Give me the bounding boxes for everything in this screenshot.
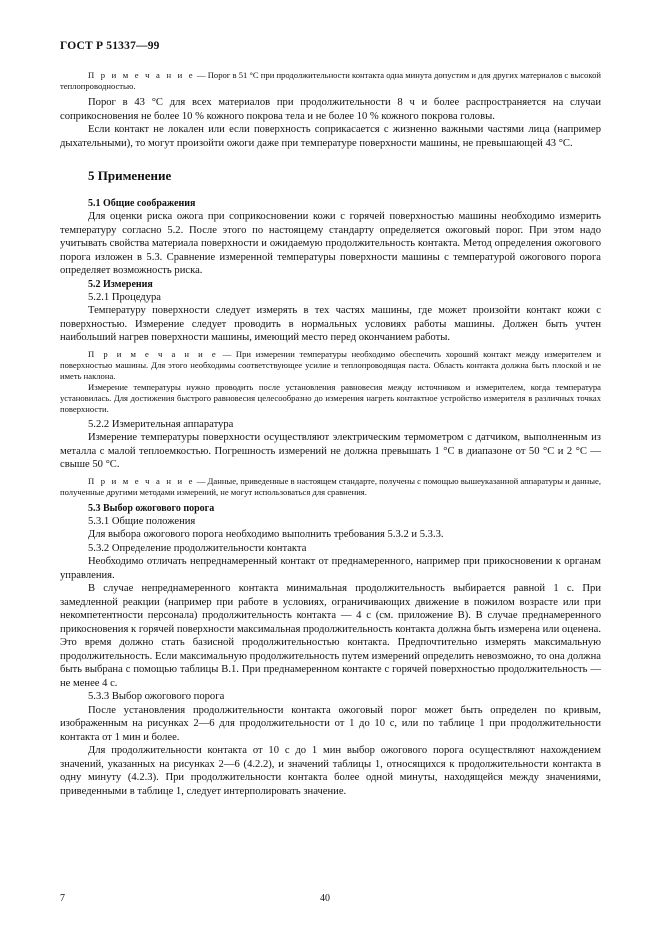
note-label: П р и м е ч а н и е [88,70,195,80]
subsection-5-3-2-title: 5.3.2 Определение продолжительности контакта [88,542,307,554]
subsection-5-2-2-text: Измерение температуры поверхности осуществляют электрическим термометром с датчиком, выполненным из металла с малой теплоемкостью. Погрешность измерений не должна превышать 1 °С в диапазоне от 50 °С и 2 °С — свыше 50 °С. [60,432,601,470]
subsection-5-3-3-text-1: После установления продолжительности контакта ожоговый порог может быть определен по кривым, изображенным на рисунках 2—6 для продолжительности от 1 до 10 с, или по таблице 1 при продолжительности контакта от 1 мин и более. [60,704,601,743]
note-1 [60,70,601,92]
section-5-title: 5 Применение [88,168,172,183]
note-label: П р и м е ч а н и е [88,475,195,486]
subsection-5-3-3-title: 5.3.3 Выбор ожогового порога [88,691,225,702]
document-header: ГОСТ Р 51337—99 [60,40,160,52]
paragraph-threshold-43: Порог в 43 °С для всех материалов при продолжительности 8 ч и более распространяется на случаи соприкосновения не более 10 % кожного покрова тела и не более 10 % кожного покрова головы. [60,97,601,122]
subsection-5-3-1-title: 5.3.1 Общие положения [88,515,196,527]
subsection-5-3-1-text: Для выбора ожогового порога необходимо выполнить требования 5.3.2 и 5.3.3. [88,529,444,540]
subsection-5-2-title: 5.2 Измерения [88,278,153,290]
subsection-5-3-2-text-1: Необходимо отличать непреднамеренный контакт от преднамеренного, например при прикосновении к органам управления. [60,556,601,581]
note-2 [60,349,601,382]
subsection-5-3-title: 5.3 Выбор ожогового порога [88,502,215,514]
paragraph-vital-parts: Если контакт не локален или если поверхность соприкасается с жизненно важными частями лица (например дыхательными), то могут произойти ожоги даже при температуре поверхности машины, не превышающей 43 °С. [60,124,601,149]
footer-left-number: 7 [60,893,65,904]
document-body [60,70,601,798]
note-text: — Порог в 51 °С при продолжительности контакта одна минута допустим и для других материалов с высокой теплопроводностью. [60,70,601,91]
subsection-5-1-title: 5.1 Общие соображения [88,198,196,209]
note-label: П р и м е ч а н и е [88,348,218,359]
note-text: — Данные, приведенные в настоящем стандарте, получены с помощью вышеуказанной аппаратуры и данные, полученные другими методами измерений, не могут использоваться для сравнения. [60,475,602,497]
note-2-continuation: Измерение температуры нужно проводить после установления равновесия между источником и измерителем, когда температура установилась. Для достижения быстрого равновесия целесообразно до измерения нагреть контактное устройство измерителя в различных точках поверхности. [60,381,601,414]
note-3 [60,476,601,498]
page-number: 40 [320,893,330,904]
subsection-5-3-3-text-2: Для продолжительности контакта от 10 с до 1 мин выбор ожогового порога осуществляют нахождением значений, указанных на рисунках 2—6 (4.2.2), и значений таблицы 1, относящихся к продолжительности контакта в одну минуту (4.2.3). При продолжительности контакта более одной минуты, находящейся между значениями, приведенными в таблице 1, следует интерполировать значение. [60,745,601,797]
note-text: — При измерении температуры необходимо обеспечить хороший контакт между измерителем и поверхностью машины. Для этого необходимы соответствующее усилие и теплопроводящая паста. Область контакта должна быть плоской и не иметь наклона. [60,348,602,381]
subsection-5-2-2-title: 5.2.2 Измерительная аппаратура [88,418,234,430]
subsection-5-3-2-text-2: В случае непреднамеренного контакта минимальная продолжительность выбирается равной 1 с. При замедленной реакции (например при работе в условиях, ограничивающих движение в пожилом возрасте или при некомпетентности персонала) продолжительность контакта — 4 с (см. приложение В). В случае преднамеренного прикосновения к горячей поверхности максимальная продолжительность контакта должна быть измерена или оценена. Это время должно стать базисной продолжительностью контакта. Предпочтительно измерять максимальную продолжительность. Если максимальную продолжительность путем измерений определить невозможно, то она должна быть выбрана с помощью таблицы В.1. При преднамеренном контакте с горячей поверхностью продолжительность — не менее 4 с. [60,583,601,689]
subsection-5-2-1-title: 5.2.1 Процедура [88,291,161,303]
subsection-5-1-text: Для оценки риска ожога при соприкосновении кожи с горячей поверхностью машины необходимо измерить температуру согласно 5.2. После этого по настоящему стандарту определяется ожоговый порог. При этом надо учитывать свойства материала поверхности и ожидаемую продолжительность контакта. Метод определения ожогового порога изложен в 5.3. Сравнение измеренной температуры поверхности машины с температурой ожогового порога определяет возможность риска. [60,211,601,276]
subsection-5-2-1-text: Температуру поверхности следует измерять в тех частях машины, где может произойти контакт кожи с поверхностью. Измерение следует проводить в нормальных условиях работы машины. Должен быть учтен наибольший нагрев поверхности машины, имеющий место перед окончанием работы. [60,305,601,343]
